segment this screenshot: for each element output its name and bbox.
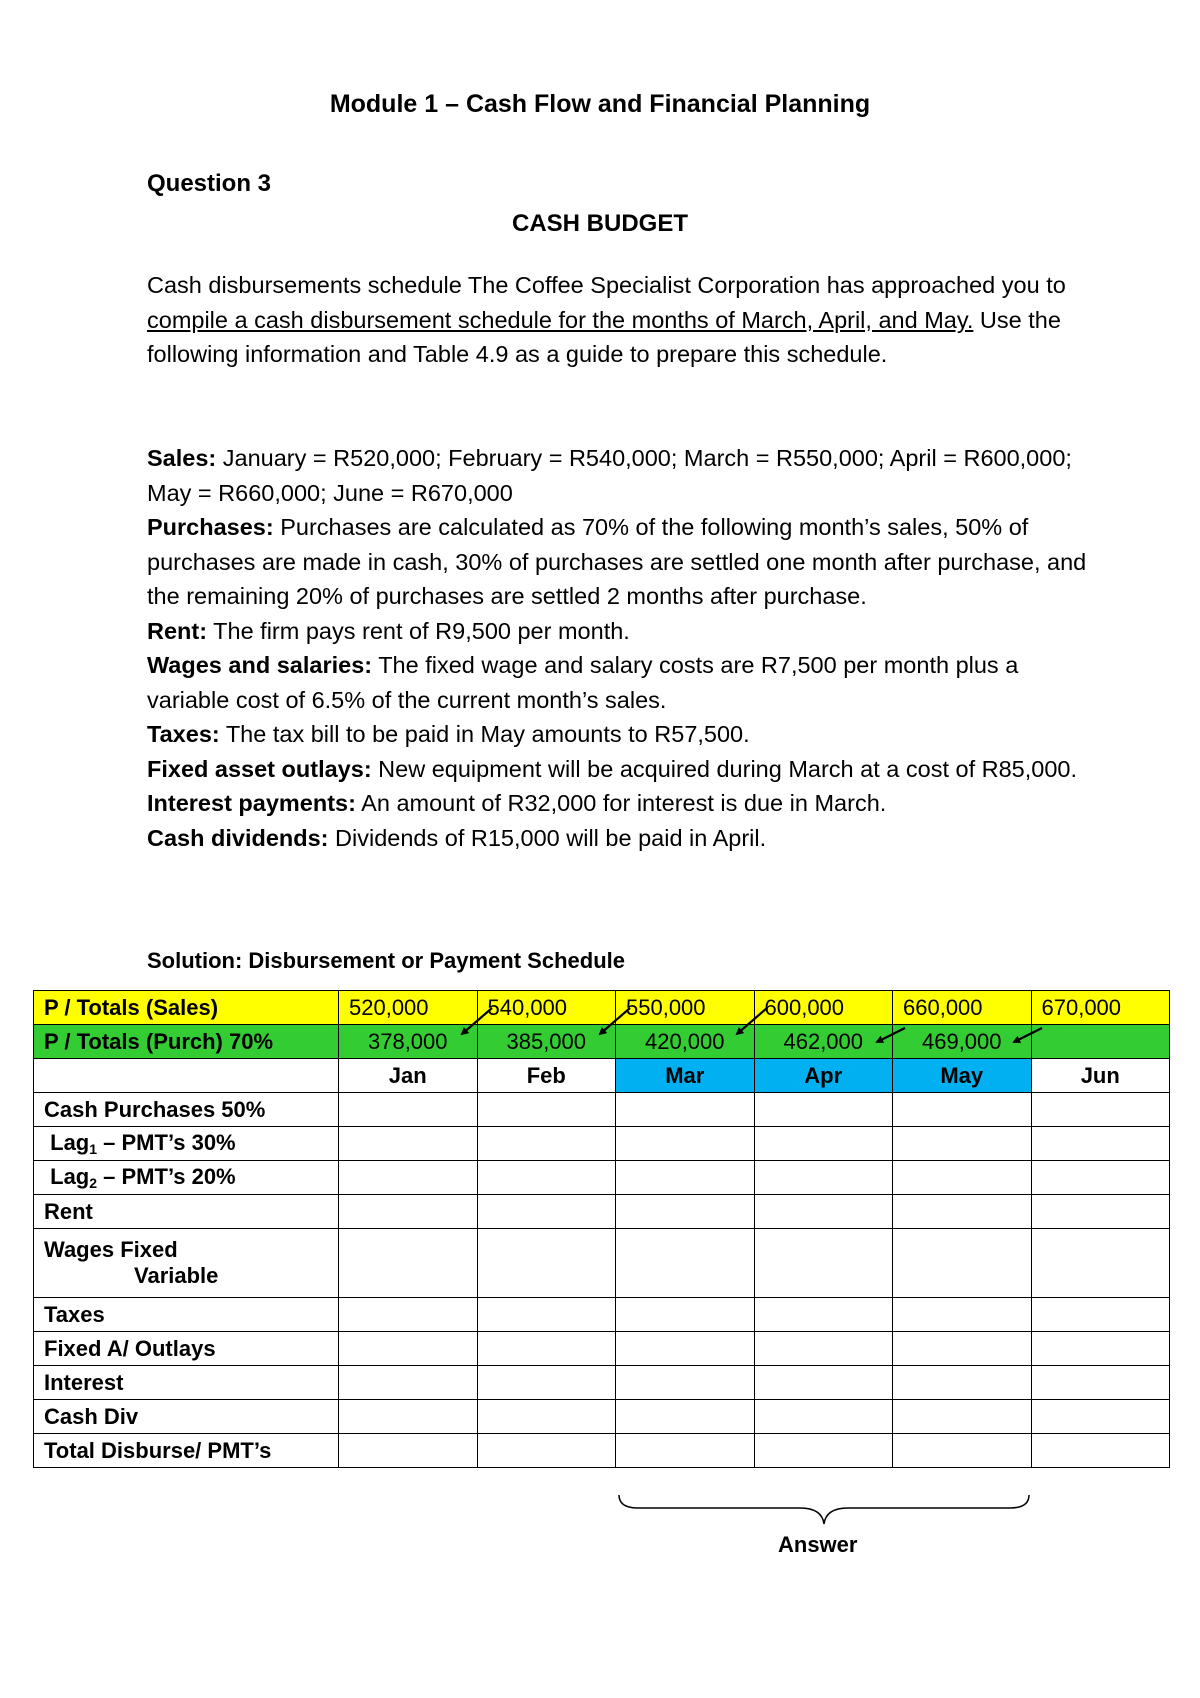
info-label: Purchases:	[147, 514, 274, 540]
answer-label: Answer	[778, 1532, 858, 1557]
table-cell	[339, 1127, 478, 1161]
sales-cell-apr: 600,000	[754, 991, 893, 1025]
info-item-sales	[147, 441, 1087, 510]
lag1-text-a: Lag	[50, 1130, 90, 1155]
purch-cell-apr: 462,000	[754, 1025, 893, 1059]
table-cell	[1031, 1366, 1170, 1400]
row-label-sales: P / Totals (Sales)	[34, 991, 339, 1025]
wages-fixed-label: Wages Fixed	[44, 1237, 178, 1262]
table-row-lag1	[34, 1127, 1170, 1161]
purch-cell-jan: 378,000	[339, 1025, 478, 1059]
intro-text-1: Cash disbursements schedule The Coffee Specialist Corporation has approached you to	[147, 272, 1066, 298]
purch-cell-jun	[1031, 1025, 1170, 1059]
info-item-taxes	[147, 717, 1087, 752]
lag2-subscript: 2	[89, 1175, 98, 1191]
table-cell	[616, 1434, 755, 1468]
row-label-wages	[34, 1229, 339, 1298]
row-label-taxes: Taxes	[34, 1298, 339, 1332]
purch-cell-may: 469,000	[893, 1025, 1032, 1059]
table-cell	[339, 1093, 478, 1127]
table-cell	[893, 1298, 1032, 1332]
info-label: Wages and salaries:	[147, 652, 373, 678]
lag2-text-b: – PMT’s 20%	[97, 1164, 236, 1189]
table-cell	[893, 1195, 1032, 1229]
info-text: The fixed wage and salary costs are R7,500 per month plus a variable cost of 6.5% of the current month’s sales.	[147, 652, 1019, 713]
table-cell	[754, 1161, 893, 1195]
info-item-interest	[147, 786, 1087, 821]
table-cell	[754, 1298, 893, 1332]
table-row-interest	[34, 1366, 1170, 1400]
table-cell	[754, 1400, 893, 1434]
section-subtitle: CASH BUDGET	[511, 210, 688, 237]
table-cell	[339, 1434, 478, 1468]
table-row-rent	[34, 1195, 1170, 1229]
info-label: Rent:	[147, 617, 208, 644]
table-cell	[477, 1298, 616, 1332]
info-text: Purchases are calculated as 70% of the following month’s sales, 50% of purchases are made in cash, 30% of purchases are settled one month after purchase, and the remaining 20% of purchases are settled 2 months after purchase.	[147, 514, 1087, 609]
table-cell	[1031, 1093, 1170, 1127]
table-cell	[1031, 1400, 1170, 1434]
sales-cell-may: 660,000	[893, 991, 1032, 1025]
table-cell	[754, 1195, 893, 1229]
table-cell	[893, 1400, 1032, 1434]
table-cell	[754, 1093, 893, 1127]
table-cell	[893, 1434, 1032, 1468]
info-item-wages	[147, 648, 1087, 717]
info-text: January = R520,000; February = R540,000; March = R550,000; April = R600,000; May = R660,000; June = R670,000	[147, 445, 1072, 506]
table-row-cash-purchases	[34, 1093, 1170, 1127]
sales-cell-jan: 520,000	[339, 991, 478, 1025]
table-cell	[616, 1366, 755, 1400]
sales-cell-jun: 670,000	[1031, 991, 1170, 1025]
disbursement-schedule-table	[33, 990, 1170, 1468]
table-cell	[616, 1400, 755, 1434]
table-cell	[893, 1127, 1032, 1161]
table-cell	[477, 1332, 616, 1366]
table-cell	[616, 1229, 755, 1298]
table-row-lag2	[34, 1161, 1170, 1195]
table-cell	[893, 1332, 1032, 1366]
table-cell	[477, 1366, 616, 1400]
table-cell	[477, 1434, 616, 1468]
table-cell	[754, 1229, 893, 1298]
table-cell	[339, 1366, 478, 1400]
table-cell	[1031, 1195, 1170, 1229]
table-cell	[339, 1229, 478, 1298]
table-cell	[477, 1195, 616, 1229]
table-cell	[616, 1195, 755, 1229]
table-cell	[477, 1400, 616, 1434]
info-label: Taxes:	[147, 721, 220, 747]
info-list	[147, 441, 1087, 855]
table-cell	[893, 1366, 1032, 1400]
table-cell	[1031, 1161, 1170, 1195]
table-row-purchases	[34, 1025, 1170, 1059]
wages-variable-label: Variable	[134, 1263, 219, 1288]
month-header-may: May	[893, 1059, 1032, 1093]
month-header-jun: Jun	[1031, 1059, 1170, 1093]
table-cell	[339, 1161, 478, 1195]
intro-underlined-text: compile a cash disbursement schedule for the months of March, April, and May.	[147, 306, 974, 333]
intro-text-2: Use the following information and Table 4.9 as a guide to prepare this schedule.	[147, 306, 1061, 367]
table-cell	[477, 1093, 616, 1127]
info-text: The firm pays rent of R9,500 per month.	[207, 617, 630, 644]
row-label-total: Total Disburse/ PMT’s	[34, 1434, 339, 1468]
info-text: Dividends of R15,000 will be paid in April.	[328, 824, 767, 851]
info-label: Cash dividends:	[147, 824, 329, 851]
table-cell	[754, 1366, 893, 1400]
table-cell	[339, 1195, 478, 1229]
table-cell	[339, 1400, 478, 1434]
purch-cell-feb: 385,000	[477, 1025, 616, 1059]
table-cell	[1031, 1229, 1170, 1298]
row-label-rent: Rent	[34, 1195, 339, 1229]
table-cell	[1031, 1434, 1170, 1468]
table-cell	[616, 1127, 755, 1161]
row-label-lag2	[34, 1161, 339, 1195]
table-cell	[477, 1229, 616, 1298]
table-cell	[754, 1434, 893, 1468]
table-cell	[477, 1127, 616, 1161]
table-cell	[616, 1332, 755, 1366]
sales-cell-feb: 540,000	[477, 991, 616, 1025]
table-row-cash-div	[34, 1400, 1170, 1434]
info-item-purchases	[147, 510, 1087, 614]
month-header-jan: Jan	[339, 1059, 478, 1093]
table-cell	[1031, 1298, 1170, 1332]
table-cell	[754, 1332, 893, 1366]
row-label-interest: Interest	[34, 1366, 339, 1400]
table-cell	[893, 1161, 1032, 1195]
info-item-dividends	[147, 821, 1087, 856]
lag1-text-b: – PMT’s 30%	[97, 1130, 236, 1155]
question-heading: Question 3	[147, 170, 272, 197]
lag2-text-a: Lag	[50, 1164, 90, 1189]
row-label-lag1	[34, 1127, 339, 1161]
sales-cell-mar: 550,000	[616, 991, 755, 1025]
table-cell	[616, 1161, 755, 1195]
table-cell	[1031, 1127, 1170, 1161]
row-label-purchases: P / Totals (Purch) 70%	[34, 1025, 339, 1059]
table-row-fixed-outlays	[34, 1332, 1170, 1366]
table-cell	[339, 1298, 478, 1332]
table-row-total	[34, 1434, 1170, 1468]
purch-cell-mar: 420,000	[616, 1025, 755, 1059]
info-text: New equipment will be acquired during March at a cost of R85,000.	[371, 755, 1078, 782]
row-label-cash-div: Cash Div	[34, 1400, 339, 1434]
info-item-fixed-assets	[147, 752, 1087, 787]
table-row-taxes	[34, 1298, 1170, 1332]
info-item-rent	[147, 614, 1087, 649]
table-cell	[1031, 1332, 1170, 1366]
table-cell	[616, 1298, 755, 1332]
month-header-feb: Feb	[477, 1059, 616, 1093]
intro-paragraph	[147, 268, 1087, 372]
page-title: Module 1 – Cash Flow and Financial Planning	[329, 90, 871, 118]
table-cell	[616, 1093, 755, 1127]
info-text: An amount of R32,000 for interest is due in March.	[355, 790, 887, 816]
table-row-sales	[34, 991, 1170, 1025]
info-label: Fixed asset outlays:	[147, 755, 372, 782]
month-header-mar: Mar	[616, 1059, 755, 1093]
table-cell	[477, 1161, 616, 1195]
row-label-fixed-outlays: Fixed A/ Outlays	[34, 1332, 339, 1366]
month-header-blank	[34, 1059, 339, 1093]
table-row-wages	[34, 1229, 1170, 1298]
table-cell	[754, 1127, 893, 1161]
month-header-apr: Apr	[754, 1059, 893, 1093]
info-label: Sales:	[147, 445, 217, 471]
table-cell	[893, 1229, 1032, 1298]
answer-brace-icon	[619, 1495, 1029, 1524]
info-label: Interest payments:	[147, 790, 356, 816]
lag1-subscript: 1	[89, 1141, 98, 1157]
row-label-cash-purchases: Cash Purchases 50%	[34, 1093, 339, 1127]
info-text: The tax bill to be paid in May amounts to R57,500.	[219, 721, 750, 747]
table-row-months	[34, 1059, 1170, 1093]
solution-heading: Solution: Disbursement or Payment Schedule	[147, 948, 625, 973]
table-cell	[339, 1332, 478, 1366]
table-cell	[893, 1093, 1032, 1127]
